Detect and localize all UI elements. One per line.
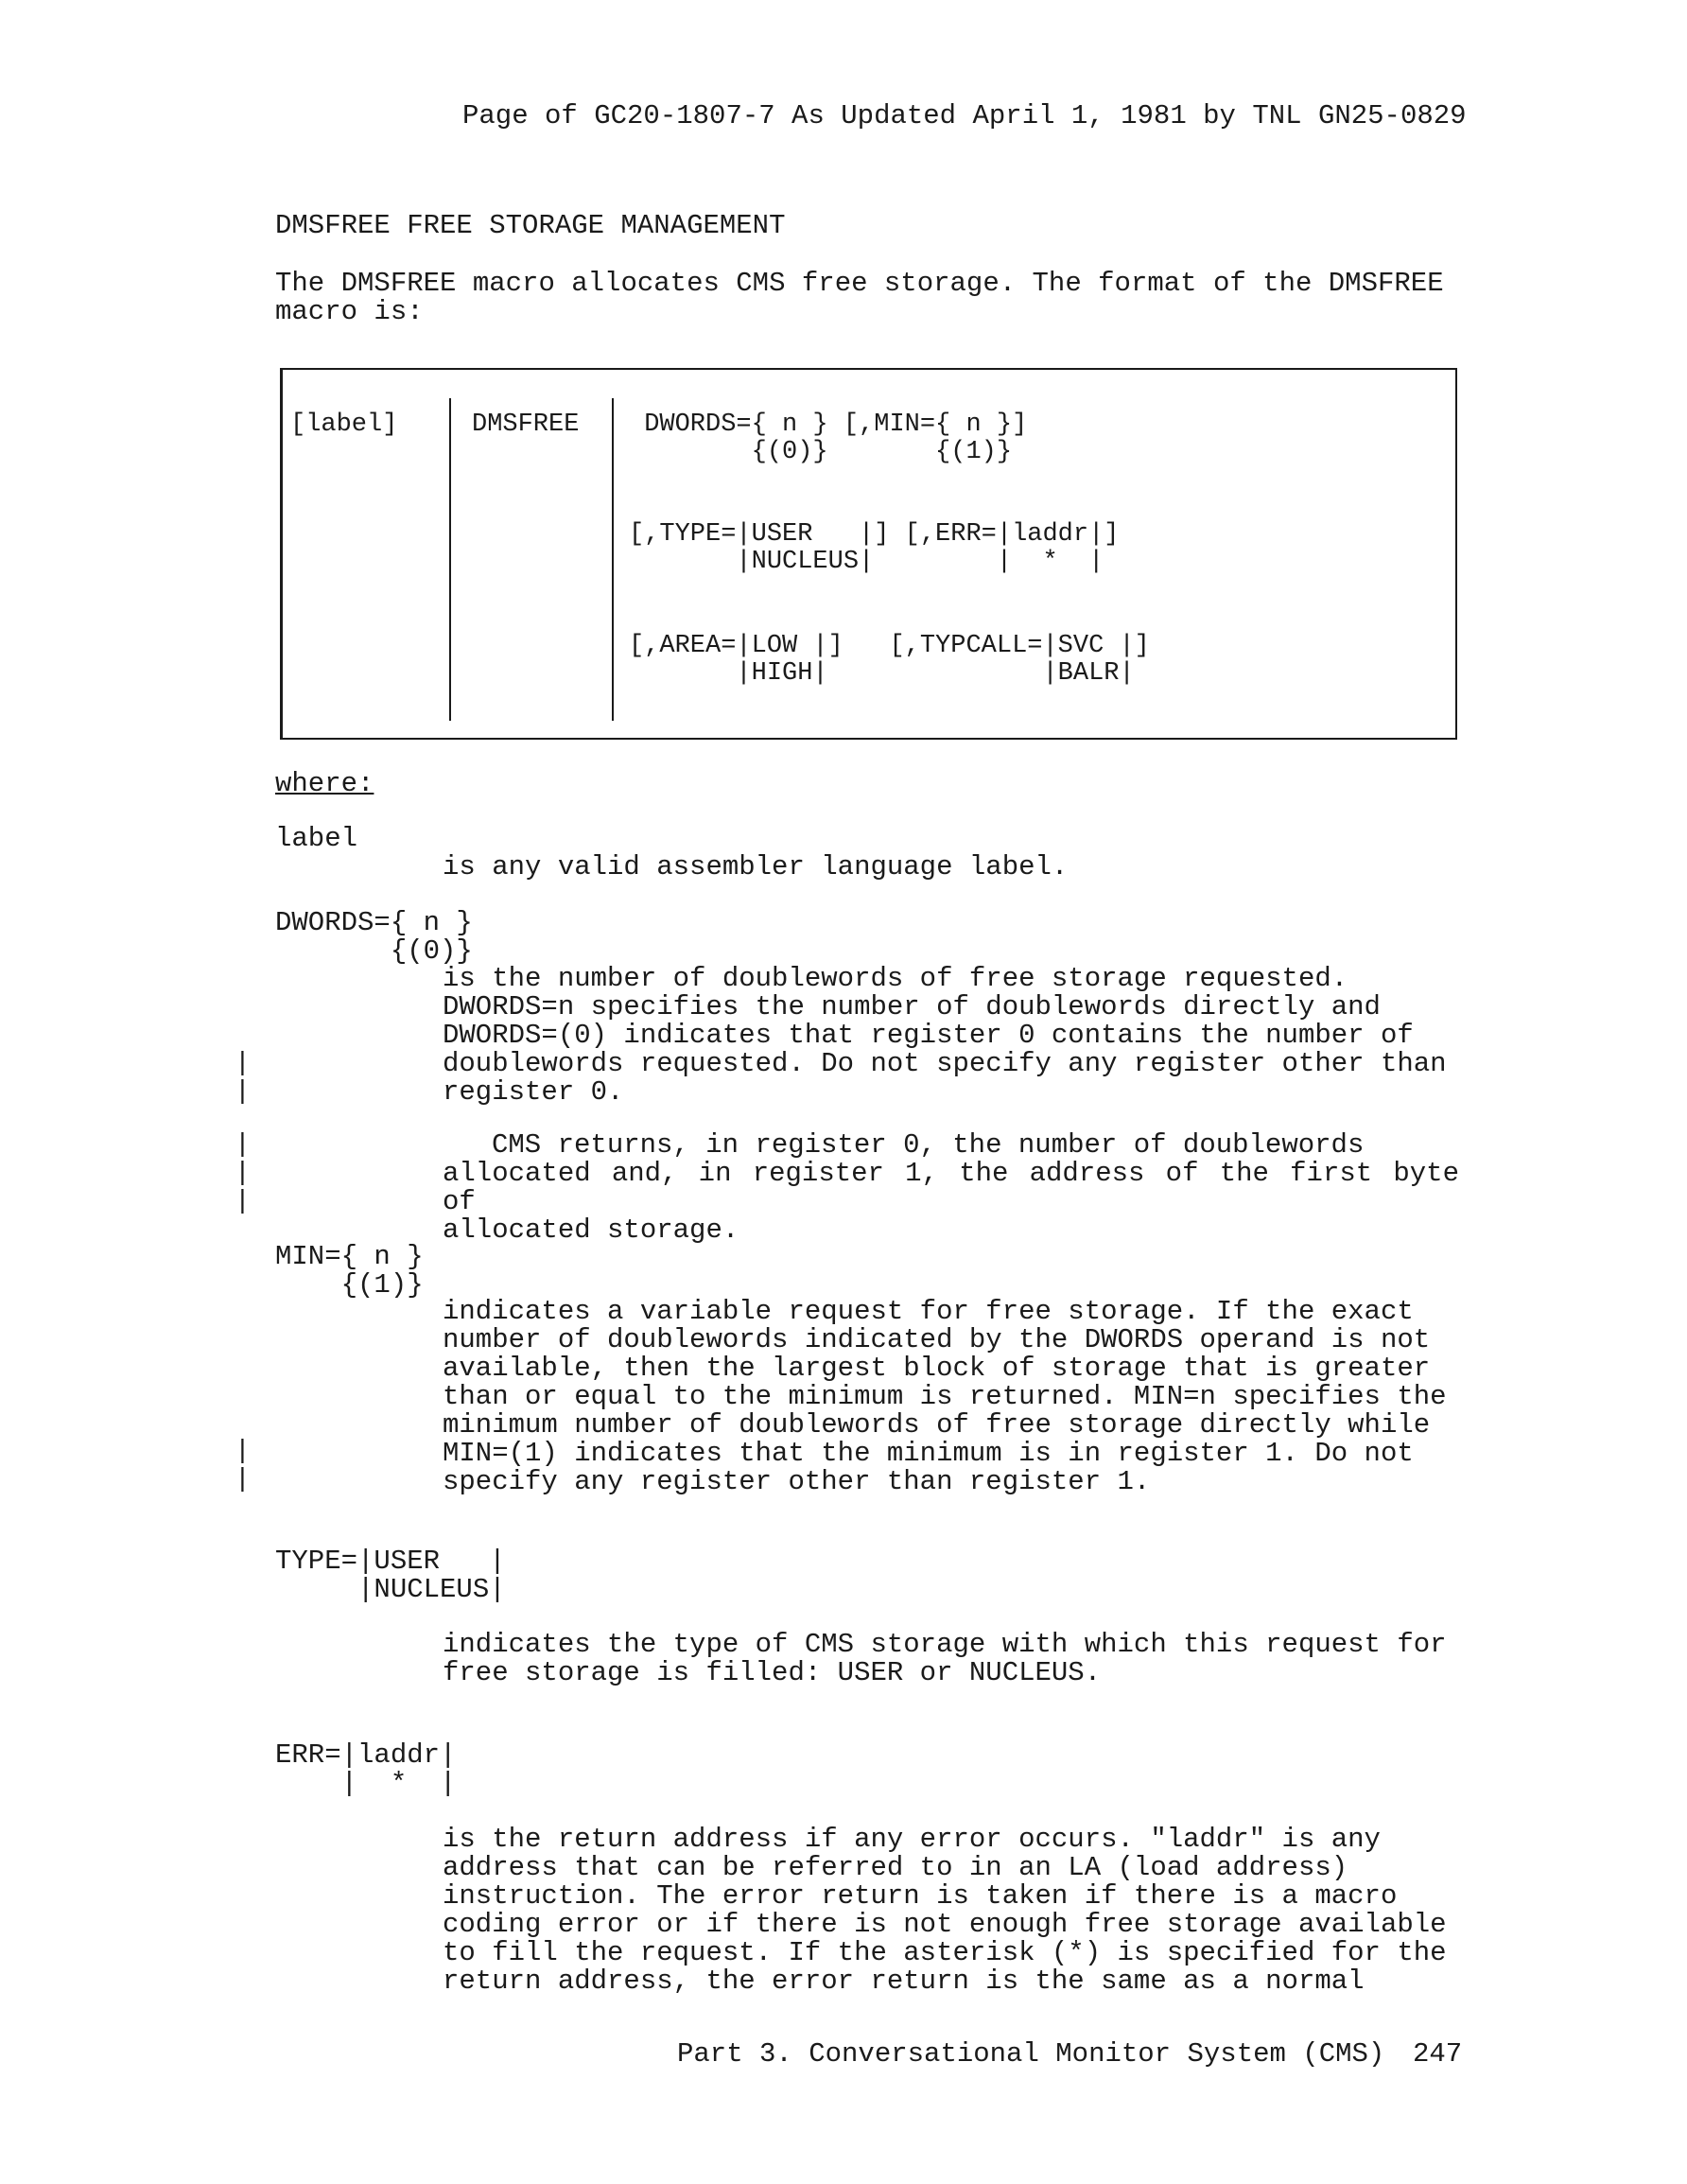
desc-line: DWORDS=(0) indicates that register 0 contains the number of [443, 1020, 1414, 1051]
param-term: ERR=|laddr| | * | [275, 1739, 457, 1799]
param-description [443, 1826, 1459, 1996]
param-term: label [275, 823, 358, 854]
syntax-row: |NUCLEUS| | * | [629, 548, 1104, 576]
syntax-row: [,AREA=|LOW |] [,TYPCALL=|SVC |] [629, 632, 1150, 660]
desc-line: minimum number of doublewords of free storage directly while [443, 1409, 1431, 1441]
desc-line: indicates the type of CMS storage with which this request for [443, 1629, 1447, 1660]
where-heading: where: [275, 768, 374, 799]
intro-line: The DMSFREE macro allocates CMS free storage. The format of the DMSFREE [275, 268, 1444, 299]
revision-bar: | [235, 1437, 251, 1466]
revision-bar: | [235, 1159, 251, 1188]
param-description [443, 1631, 1459, 1687]
param-description [443, 965, 1459, 1107]
param-term: MIN={ n } {(1)} [275, 1241, 424, 1301]
desc-line: DWORDS=n specifies the number of doublewords directly and [443, 991, 1381, 1022]
syntax-box [280, 368, 1457, 740]
desc-line: is any valid assembler language label. [443, 851, 1069, 882]
syntax-row: |HIGH| |BALR| [629, 659, 1135, 688]
desc-line: allocated storage. [443, 1214, 739, 1246]
desc-line: register 0. [443, 1076, 624, 1108]
syntax-row: [,TYPE=|USER |] [,ERR=|laddr|] [629, 520, 1120, 549]
section-title: DMSFREE FREE STORAGE MANAGEMENT [275, 210, 786, 241]
desc-line: free storage is filled: USER or NUCLEUS. [443, 1657, 1102, 1688]
intro-line: macro is: [275, 296, 424, 327]
desc-line: doublewords requested. Do not specify any register other than [443, 1048, 1447, 1079]
desc-line: than or equal to the minimum is returned. MIN=n specifies the [443, 1381, 1447, 1412]
param-description [443, 1298, 1459, 1496]
syntax-row: {(0)} {(1)} [629, 438, 1013, 466]
desc-line: number of doublewords indicated by the DWORDS operand is not [443, 1324, 1431, 1355]
param-term: DWORDS={ n } {(0)} [275, 907, 473, 967]
page-header: Page of GC20-1807-7 As Updated April 1, 1981 by TNL GN25-0829 [462, 100, 1467, 131]
intro-paragraph [275, 270, 1457, 326]
syntax-macro-name: DMSFREE [472, 411, 580, 439]
revision-bar: | [235, 1049, 251, 1078]
revision-bar: | [235, 1130, 251, 1160]
desc-line: specify any register other than register 1. [443, 1466, 1151, 1497]
desc-line: indicates a variable request for free storage. If the exact [443, 1296, 1414, 1327]
param-description [443, 853, 1459, 882]
param-term: TYPE=|USER | |NUCLEUS| [275, 1546, 506, 1605]
revision-bar: | [235, 1077, 251, 1107]
column-divider [449, 398, 451, 721]
column-divider [612, 398, 614, 721]
desc-line: address that can be referred to in an LA (load address) [443, 1852, 1348, 1883]
page-number: 247 [1413, 2038, 1463, 2070]
desc-line: coding error or if there is not enough free storage available [443, 1909, 1447, 1940]
desc-line: is the return address if any error occurs. "laddr" is any [443, 1824, 1381, 1855]
revision-bar: | [235, 1187, 251, 1216]
syntax-label: [label] [290, 411, 398, 439]
desc-line: instruction. The error return is taken if there is a macro [443, 1880, 1398, 1912]
page-footer: Part 3. Conversational Monitor System (CMS) [677, 2038, 1385, 2070]
desc-line: to fill the request. If the asterisk (*) is specified for the [443, 1937, 1447, 1968]
desc-line: return address, the error return is the same as a normal [443, 1966, 1365, 1997]
desc-line: is the number of doublewords of free storage requested. [443, 963, 1348, 994]
param-description-continued [443, 1131, 1459, 1245]
syntax-row: DWORDS={ n } [,MIN={ n }] [629, 411, 1028, 439]
desc-line: allocated and, in register 1, the address of the first byte of [443, 1158, 1459, 1217]
desc-line: CMS returns, in register 0, the number of doublewords [492, 1129, 1365, 1161]
revision-bar: | [235, 1465, 251, 1494]
desc-line: MIN=(1) indicates that the minimum is in register 1. Do not [443, 1438, 1414, 1469]
desc-line: available, then the largest block of storage that is greater [443, 1353, 1431, 1384]
